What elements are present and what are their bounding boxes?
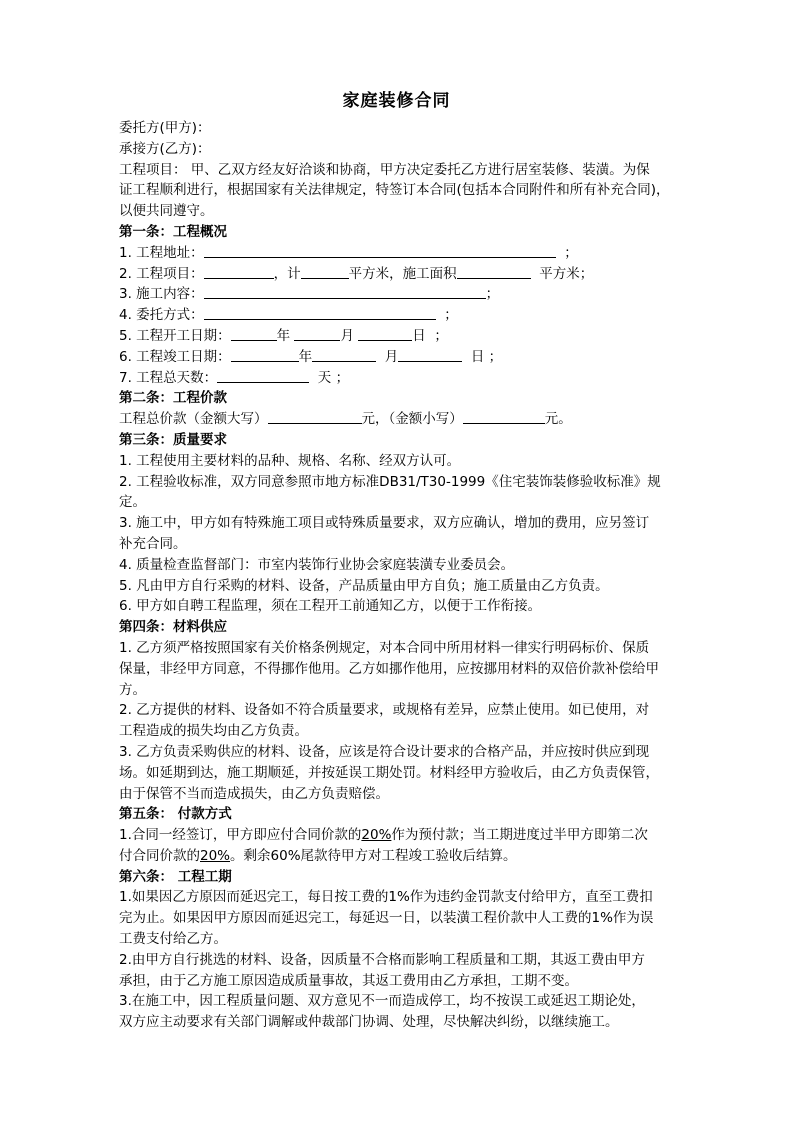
intro-line: 以便共同遵守。 (119, 203, 214, 220)
field-text: 年 (276, 327, 291, 344)
construction-area-blank[interactable] (457, 264, 531, 279)
field-text: 日 (470, 348, 485, 365)
days-blank[interactable] (217, 368, 309, 383)
field-label: 6. 工程竣工日期： (119, 348, 231, 365)
section-heading: 第五条： 付款方式 (119, 806, 232, 823)
clause-line: 2.由甲方自行挑选的材料、设备，因质量不合格而影响工程质量和工期，其返工费由甲方 (119, 951, 645, 968)
punctuation: ； (444, 307, 458, 324)
end-day-blank[interactable] (398, 347, 462, 362)
clause-line: 3. 乙方负责采购供应的材料、设备，应该是符合设计要求的合格产品，并应按时供应到现 (119, 743, 650, 760)
project-address-line (119, 243, 679, 264)
clause-text: 。剩余60%尾款待甲方对工程竣工验收后结算。 (230, 847, 517, 864)
clause-line: 1. 工程使用主要材料的品种、规格、名称、经双方认可。 (119, 452, 461, 469)
clause-line: 1.如果因乙方原因而延迟完工，每日按工费的1%作为违约金罚款支付给甲方，直至工费扣 (119, 889, 653, 906)
clause-line: 3.在施工中，因工程质量问题、双方意见不一而造成停工，均不按误工或延迟工期论处， (119, 993, 645, 1010)
start-day-blank[interactable] (358, 326, 412, 341)
amount-figures-blank[interactable] (463, 409, 545, 424)
clause-line: 4. 质量检查监督部门：市室内装饰行业协会家庭装潢专业委员会。 (119, 556, 515, 573)
start-month-blank[interactable] (294, 326, 340, 341)
field-label: 1. 工程地址： (119, 244, 204, 261)
clause-line: 由于保管不当而造成损失，由乙方负责赔偿。 (119, 785, 389, 802)
field-text: 月 (340, 327, 354, 344)
punctuation: ； (434, 327, 448, 344)
field-text: 工程总价款（金额大写） (119, 411, 268, 428)
document-title: 家庭装修合同 (342, 91, 451, 111)
punctuation: ； (488, 348, 503, 365)
section-heading: 第四条：材料供应 (119, 619, 227, 636)
project-item-line (119, 264, 679, 285)
punctuation: ； (335, 369, 350, 386)
field-text: 元。 (544, 411, 572, 428)
section-heading: 第二条：工程价款 (119, 390, 227, 407)
clause-text: 付合同价款的 (119, 847, 200, 864)
field-text: 平方米，施工面积 (348, 265, 457, 282)
field-label: 4. 委托方式： (119, 307, 204, 324)
clause-line: 2. 乙方提供的材料、设备如不符合质量要求，或规格有差异，应禁止使用。如已使用，对 (119, 702, 650, 719)
end-year-blank[interactable] (231, 347, 299, 362)
contract-price-line (119, 409, 679, 430)
field-text: ，计 (273, 265, 301, 282)
method-blank[interactable] (204, 305, 436, 320)
completion-date-line (119, 347, 679, 368)
percent-value: 20% (361, 827, 392, 844)
clause-line: 1. 乙方须严格按照国家有关价格条例规定，对本合同中所用材料一律实行明码标价、保质 (119, 639, 650, 656)
content-blank[interactable] (204, 284, 486, 299)
contractor-line: 承接方(乙方)： (119, 140, 211, 157)
punctuation: ； (564, 244, 578, 261)
construction-content-line (119, 284, 679, 305)
section-heading: 第三条：质量要求 (119, 431, 227, 448)
field-text: 日 (412, 327, 426, 344)
clause-line: 方。 (119, 681, 146, 698)
field-label: 5. 工程开工日期： (119, 327, 231, 344)
section-heading: 第一条：工程概况 (119, 223, 227, 240)
clause-text: 作为预付款；当工期进度过半甲方即第二次 (391, 827, 648, 844)
punctuation: ； (485, 286, 500, 303)
end-month-blank[interactable] (312, 347, 376, 362)
clause-line: 完为止。如果因甲方原因而延迟完工，每延迟一日，以装潢工程价款中人工费的1%作为误 (119, 910, 654, 927)
percent-value: 20% (200, 847, 231, 864)
field-label: 3. 施工内容： (119, 286, 204, 303)
field-label: 2. 工程项目： (119, 265, 204, 282)
client-line: 委托方(甲方)： (119, 120, 211, 136)
start-date-line (119, 326, 679, 347)
start-year-blank[interactable] (231, 326, 277, 341)
section-heading: 第六条： 工程工期 (119, 868, 232, 885)
intro-line: 工程项目： 甲、乙双方经友好洽谈和协商，甲方决定委托乙方进行居室装修、装潢。为保 (119, 161, 650, 178)
clause-line: 补充合同。 (119, 535, 187, 552)
clause-line: 3. 施工中，甲方如有特殊施工项目或特殊质量要求，双方应确认，增加的费用，应另签订 (119, 515, 650, 532)
payment-line (119, 846, 679, 867)
clause-line: 5. 凡由甲方自行采购的材料、设备，产品质量由甲方自负；施工质量由乙方负责。 (119, 577, 609, 594)
clause-text: 1.合同一经签订，甲方即应付合同价款的 (119, 827, 362, 844)
intro-line: 证工程顺利进行，根据国家有关法律规定，特签订本合同(包括本合同附件和所有补充合同)， (119, 182, 670, 199)
address-blank[interactable] (204, 243, 556, 258)
project-blank[interactable] (204, 264, 274, 279)
clause-line: 6. 甲方如自聘工程监理，须在工程开工前通知乙方，以便于工作衔接。 (119, 598, 542, 615)
clause-line: 保量，非经甲方同意，不得挪作他用。乙方如挪作他用，应按挪用材料的双倍价款补偿给甲 (119, 660, 659, 677)
clause-line: 2. 工程验收标准，双方同意参照市地方标准DB31/T30-1999《住宅装饰装修验收标准》规 (119, 473, 661, 490)
field-text: 天 (317, 369, 332, 386)
area-blank[interactable] (301, 264, 349, 279)
clause-line: 承担，由于乙方施工原因造成质量事故，其返工费用由乙方承担，工期不变。 (119, 972, 578, 989)
clause-line: 场。如延期到达，施工期顺延，并按延误工期处罚。材料经甲方验收后，由乙方负责保管， (119, 764, 659, 781)
clause-line: 双方应主动要求有关部门调解或仲裁部门协调、处理，尽快解决纠纷，以继续施工。 (119, 1014, 619, 1031)
payment-line (119, 825, 679, 846)
clause-line: 定。 (119, 494, 146, 511)
field-text: 元，（金额小写） (361, 411, 463, 428)
amount-words-blank[interactable] (268, 409, 362, 424)
field-text: 月 (384, 348, 399, 365)
commission-method-line (119, 305, 679, 326)
field-text: 平方米； (539, 265, 594, 282)
field-label: 7. 工程总天数： (119, 369, 218, 386)
clause-line: 工程造成的损失均由乙方负责。 (119, 723, 308, 740)
clause-line: 工费支付给乙方。 (119, 931, 227, 948)
total-days-line (119, 368, 679, 389)
field-text: 年 (298, 348, 313, 365)
document-body (119, 118, 679, 1033)
